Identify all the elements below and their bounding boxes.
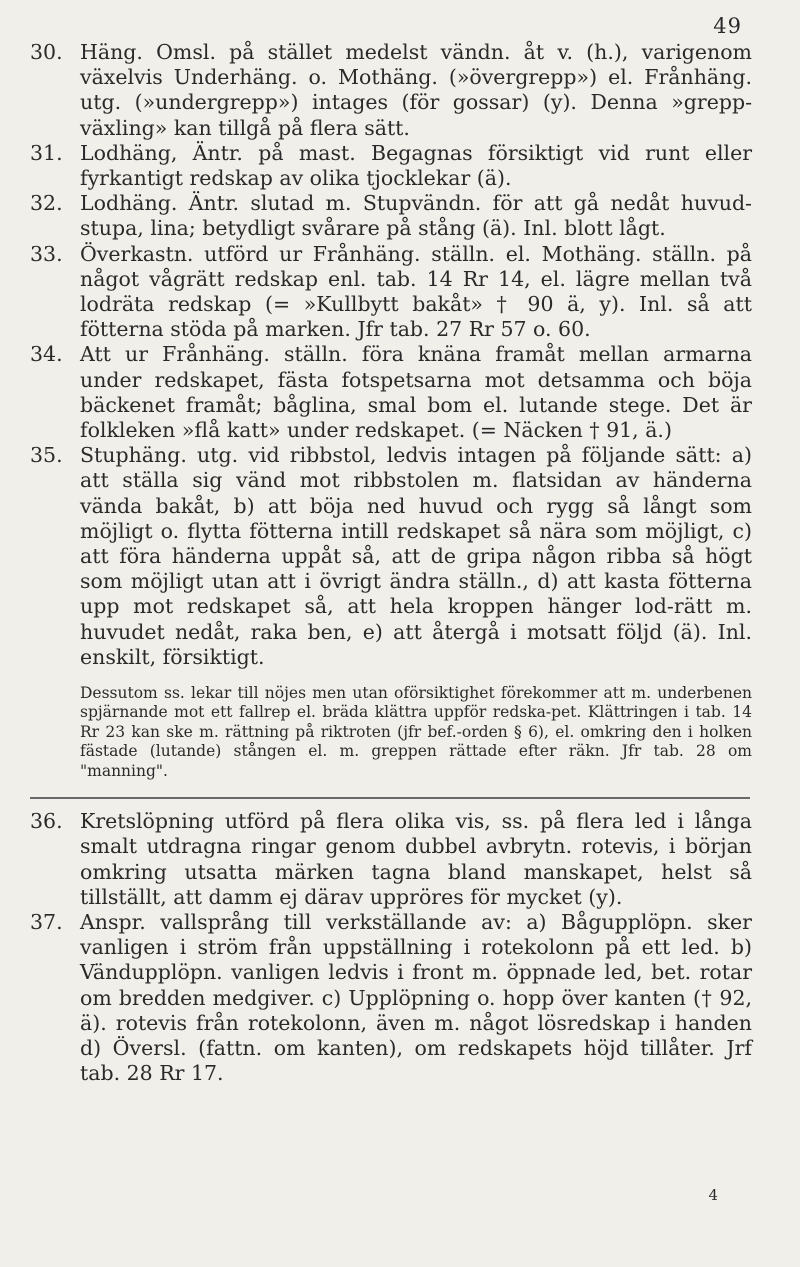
page-number: 49: [713, 14, 742, 38]
entry-number: 35.: [30, 443, 63, 468]
entry-34: [30, 342, 752, 443]
entry-37: [30, 910, 752, 1086]
entry-32: [30, 191, 752, 241]
entry-text: Anspr. vallsprång till verkställande av: a) Bågupplöpn. sker vanligen i ström från uppställning i rotekolonn på ett led. b) Vändupplöpn. vanligen ledvis i front m. öppnade led, bet. rotar om bredden medgiver. c) Upplöpning o. hopp över kanten († 92, ä). rotevis från rotekolonn, även m. något lösredskap i handen d) Översl. (fattn. om kanten), om redskapets höjd tillåter. Jrf tab. 28 Rr 17.: [80, 909, 752, 1086]
page-body: [30, 40, 752, 1086]
entry-31: [30, 141, 752, 191]
entry-text: Att ur Frånhäng. ställn. föra knäna framåt mellan armarna under redskapet, fästa fotspetsarna mot detsamma och böja bäckenet framåt; båglina, smal bom el. lutande stege. Det är folkleken »flå katt» under redskapet. (= Näcken † 91, ä.): [80, 342, 752, 443]
entry-number: 37.: [30, 909, 63, 934]
footnote: Dessutom ss. lekar till nöjes men utan oförsiktighet förekommer att m. underbenen spjärnande mot ett fallrep el. bräda klättra uppför redska-pet. Klättringen i tab. 14 Rr 23 kan ske m. rättning på riktroten (jfr bef.-orden § 6), el. omkring den i holken fästade (lutande) stången el. m. greppen rättade efter räkn. Jfr tab. 28 om "manning".: [80, 684, 752, 780]
entry-number: 30.: [30, 40, 63, 64]
entry-number: 31.: [30, 140, 63, 165]
entry-33: [30, 242, 752, 343]
printer-signature-mark: 4: [708, 1186, 718, 1204]
entry-text: Häng. Omsl. på stället medelst vändn. åt v. (h.), varigenom växelvis Underhäng. o. Mothäng. (»övergrepp») el. Frånhäng. utg. (»undergrepp») intages (för gossar) (y). Denna »grepp-växling» kan tillgå på flera sätt.: [80, 40, 752, 140]
entry-number: 36.: [30, 809, 63, 834]
entry-text: Kretslöpning utförd på flera olika vis, ss. på flera led i långa smalt utdragna ringar genom dubbel avbrytn. rotevis, i början omkring utsatta märken tagna bland manskapet, helst så tillställt, att damm ej därav uppröres för mycket (y).: [80, 809, 752, 909]
entry-36: [30, 809, 752, 910]
entry-number: 32.: [30, 191, 63, 216]
entry-text: Lodhäng, Äntr. på mast. Begagnas försiktigt vid runt eller fyrkantigt redskap av olika tjocklekar (ä).: [80, 140, 752, 191]
entry-text: Lodhäng. Äntr. slutad m. Stupvändn. för att gå nedåt huvud-stupa, lina; betydligt svårare på stång (ä). Inl. blott lågt.: [80, 191, 752, 241]
entry-30: [30, 40, 752, 141]
section-divider: [30, 797, 750, 799]
entry-text: Överkastn. utförd ur Frånhäng. ställn. el. Mothäng. ställn. på något vågrätt redskap enl. tab. 14 Rr 14, el. lägre mellan två lodräta redskap (= »Kullbytt bakåt» † 90 ä, y). Inl. så att fötterna stöda på marken. Jfr tab. 27 Rr 57 o. 60.: [80, 241, 752, 342]
entry-35: [30, 443, 752, 670]
entry-number: 34.: [30, 342, 63, 367]
entry-number: 33.: [30, 241, 63, 266]
entry-text: Stuphäng. utg. vid ribbstol, ledvis intagen på följande sätt: a) att ställa sig vänd mot ribbstolen m. flatsidan av händerna vända bakåt, b) att böja ned huvud och rygg så långt som möjligt o. flytta fötterna intill redskapet så nära som möjligt, c) att föra händerna uppåt så, att de gripa någon ribba så högt som möjligt utan att i övrigt ändra ställn., d) att kasta fötterna upp mot redskapet så, att hela kroppen hänger lod-rätt m. huvudet nedåt, raka ben, e) att återgå i motsatt följd (ä). Inl. enskilt, försiktigt.: [80, 443, 752, 669]
